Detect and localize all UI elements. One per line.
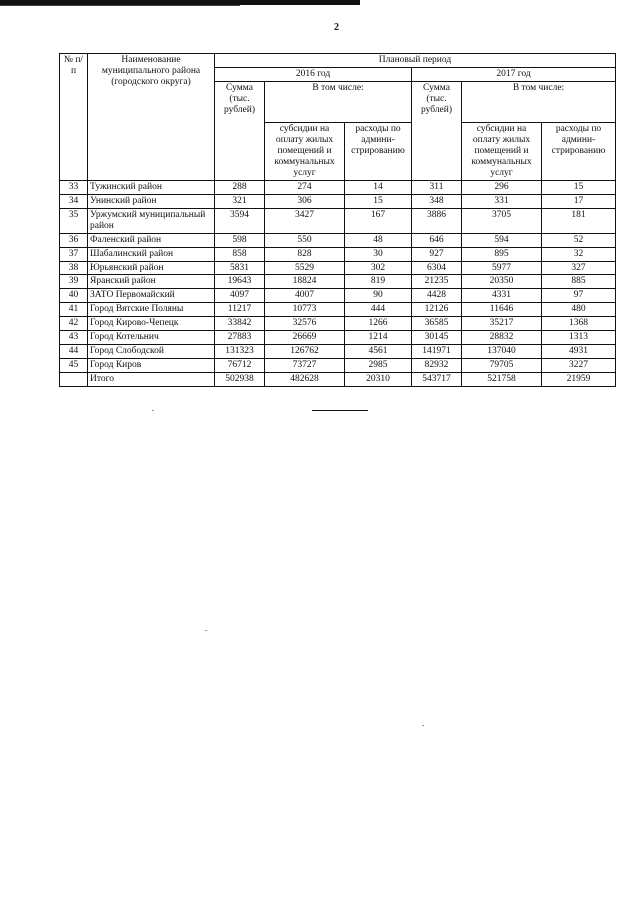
row-name: Город Кирово-Чепецк	[88, 317, 215, 331]
budget-table	[59, 53, 616, 387]
row-admin-2016: 167	[345, 208, 412, 233]
header-sum-2016: Сумма (тыс. рублей)	[215, 81, 265, 180]
row-subsidies-2016: 274	[265, 181, 345, 195]
row-sum-2016: 27883	[215, 331, 265, 345]
row-subsidies-2016: 10773	[265, 303, 345, 317]
row-admin-2016: 302	[345, 261, 412, 275]
table-row	[60, 331, 616, 345]
row-admin-2017: 17	[542, 194, 616, 208]
header-admin-costs-2017: расходы по админи- стрированию	[542, 123, 616, 181]
row-admin-2016: 1214	[345, 331, 412, 345]
row-number: 37	[60, 247, 88, 261]
total-sum-2017: 543717	[412, 372, 462, 386]
header-planning-period: Плановый период	[215, 54, 616, 68]
scan-top-rule-thin	[0, 5, 240, 6]
row-name: ЗАТО Первомайский	[88, 289, 215, 303]
row-number: 35	[60, 208, 88, 233]
row-sum-2017: 4428	[412, 289, 462, 303]
table-row	[60, 261, 616, 275]
row-number: 44	[60, 345, 88, 359]
row-number: 41	[60, 303, 88, 317]
row-admin-2017: 885	[542, 275, 616, 289]
row-admin-2016: 444	[345, 303, 412, 317]
header-year-2016: 2016 год	[215, 67, 412, 81]
table-row	[60, 233, 616, 247]
row-subsidies-2017: 11646	[462, 303, 542, 317]
row-number: 45	[60, 358, 88, 372]
table-row	[60, 194, 616, 208]
row-name: Город Вятские Поляны	[88, 303, 215, 317]
row-number: 33	[60, 181, 88, 195]
row-admin-2017: 32	[542, 247, 616, 261]
table-row	[60, 275, 616, 289]
row-number: 40	[60, 289, 88, 303]
row-sum-2017: 21235	[412, 275, 462, 289]
total-admin-2016: 20310	[345, 372, 412, 386]
row-admin-2016: 2985	[345, 358, 412, 372]
header-col-name: Наименование муниципального района (городского округа)	[88, 54, 215, 181]
row-number: 36	[60, 233, 88, 247]
row-subsidies-2016: 306	[265, 194, 345, 208]
table-row	[60, 358, 616, 372]
total-subsidies-2017: 521758	[462, 372, 542, 386]
row-sum-2017: 348	[412, 194, 462, 208]
row-subsidies-2017: 331	[462, 194, 542, 208]
total-label: Итого	[88, 372, 215, 386]
row-sum-2017: 12126	[412, 303, 462, 317]
row-sum-2017: 36585	[412, 317, 462, 331]
row-admin-2016: 819	[345, 275, 412, 289]
header-including-2017: В том числе:	[462, 81, 616, 123]
row-name: Тужинский район	[88, 181, 215, 195]
row-subsidies-2017: 296	[462, 181, 542, 195]
row-sum-2016: 598	[215, 233, 265, 247]
row-name: Город Слободской	[88, 345, 215, 359]
row-subsidies-2017: 28832	[462, 331, 542, 345]
row-sum-2016: 131323	[215, 345, 265, 359]
row-name: Город Котельнич	[88, 331, 215, 345]
table-row	[60, 247, 616, 261]
row-admin-2016: 14	[345, 181, 412, 195]
row-subsidies-2016: 18824	[265, 275, 345, 289]
row-admin-2016: 15	[345, 194, 412, 208]
row-admin-2017: 480	[542, 303, 616, 317]
row-admin-2016: 4561	[345, 345, 412, 359]
row-subsidies-2016: 32576	[265, 317, 345, 331]
row-sum-2016: 321	[215, 194, 265, 208]
total-admin-2017: 21959	[542, 372, 616, 386]
row-admin-2017: 97	[542, 289, 616, 303]
row-name: Шабалинский район	[88, 247, 215, 261]
row-name: Унинский район	[88, 194, 215, 208]
row-admin-2016: 90	[345, 289, 412, 303]
row-sum-2016: 858	[215, 247, 265, 261]
header-col-no: № п/п	[60, 54, 88, 181]
row-admin-2016: 30	[345, 247, 412, 261]
row-subsidies-2016: 828	[265, 247, 345, 261]
row-sum-2017: 30145	[412, 331, 462, 345]
scan-speck	[422, 725, 424, 726]
scan-speck	[205, 630, 207, 631]
row-subsidies-2017: 20350	[462, 275, 542, 289]
table-row	[60, 208, 616, 233]
row-sum-2016: 19643	[215, 275, 265, 289]
row-subsidies-2017: 895	[462, 247, 542, 261]
row-sum-2017: 927	[412, 247, 462, 261]
row-admin-2017: 15	[542, 181, 616, 195]
header-year-2017: 2017 год	[412, 67, 616, 81]
total-row-number	[60, 372, 88, 386]
row-name: Уржумский муниципальный район	[88, 208, 215, 233]
header-including-2016: В том числе:	[265, 81, 412, 123]
row-admin-2017: 327	[542, 261, 616, 275]
row-subsidies-2016: 5529	[265, 261, 345, 275]
end-of-table-rule	[312, 410, 368, 411]
row-number: 43	[60, 331, 88, 345]
row-subsidies-2017: 35217	[462, 317, 542, 331]
table-row	[60, 181, 616, 195]
row-admin-2017: 1368	[542, 317, 616, 331]
row-subsidies-2016: 73727	[265, 358, 345, 372]
row-sum-2016: 3594	[215, 208, 265, 233]
row-sum-2017: 3886	[412, 208, 462, 233]
table-header	[60, 54, 616, 181]
header-subsidies-2017: субсидии на оплату жилых помещений и коммунальных услуг	[462, 123, 542, 181]
row-sum-2017: 141971	[412, 345, 462, 359]
row-subsidies-2016: 550	[265, 233, 345, 247]
row-sum-2017: 646	[412, 233, 462, 247]
header-sum-2017: Сумма (тыс. рублей)	[412, 81, 462, 180]
total-subsidies-2016: 482628	[265, 372, 345, 386]
table-row	[60, 303, 616, 317]
row-number: 39	[60, 275, 88, 289]
row-subsidies-2016: 126762	[265, 345, 345, 359]
row-sum-2016: 5831	[215, 261, 265, 275]
row-sum-2016: 11217	[215, 303, 265, 317]
row-subsidies-2016: 4007	[265, 289, 345, 303]
row-sum-2017: 6304	[412, 261, 462, 275]
row-sum-2016: 4097	[215, 289, 265, 303]
row-sum-2016: 33842	[215, 317, 265, 331]
row-admin-2017: 52	[542, 233, 616, 247]
row-admin-2017: 181	[542, 208, 616, 233]
header-admin-costs-2016: расходы по админи- стрированию	[345, 123, 412, 181]
row-subsidies-2017: 4331	[462, 289, 542, 303]
scan-speck	[152, 410, 154, 411]
row-admin-2016: 1266	[345, 317, 412, 331]
row-subsidies-2017: 594	[462, 233, 542, 247]
table-row	[60, 345, 616, 359]
row-sum-2017: 82932	[412, 358, 462, 372]
row-subsidies-2016: 3427	[265, 208, 345, 233]
row-admin-2016: 48	[345, 233, 412, 247]
row-subsidies-2017: 3705	[462, 208, 542, 233]
row-name: Город Киров	[88, 358, 215, 372]
row-subsidies-2016: 26669	[265, 331, 345, 345]
table-row	[60, 317, 616, 331]
row-name: Яранский район	[88, 275, 215, 289]
table-body	[60, 181, 616, 387]
row-number: 42	[60, 317, 88, 331]
row-sum-2016: 76712	[215, 358, 265, 372]
row-subsidies-2017: 5977	[462, 261, 542, 275]
row-subsidies-2017: 79705	[462, 358, 542, 372]
header-subsidies-2016: субсидии на оплату жилых помещений и коммунальных услуг	[265, 123, 345, 181]
total-sum-2016: 502938	[215, 372, 265, 386]
row-subsidies-2017: 137040	[462, 345, 542, 359]
row-name: Юрьянский район	[88, 261, 215, 275]
row-admin-2017: 4931	[542, 345, 616, 359]
row-sum-2017: 311	[412, 181, 462, 195]
total-row	[60, 372, 616, 386]
table-row	[60, 289, 616, 303]
row-admin-2017: 3227	[542, 358, 616, 372]
row-number: 34	[60, 194, 88, 208]
row-number: 38	[60, 261, 88, 275]
page-number: 2	[334, 22, 339, 33]
row-name: Фаленский район	[88, 233, 215, 247]
row-admin-2017: 1313	[542, 331, 616, 345]
row-sum-2016: 288	[215, 181, 265, 195]
